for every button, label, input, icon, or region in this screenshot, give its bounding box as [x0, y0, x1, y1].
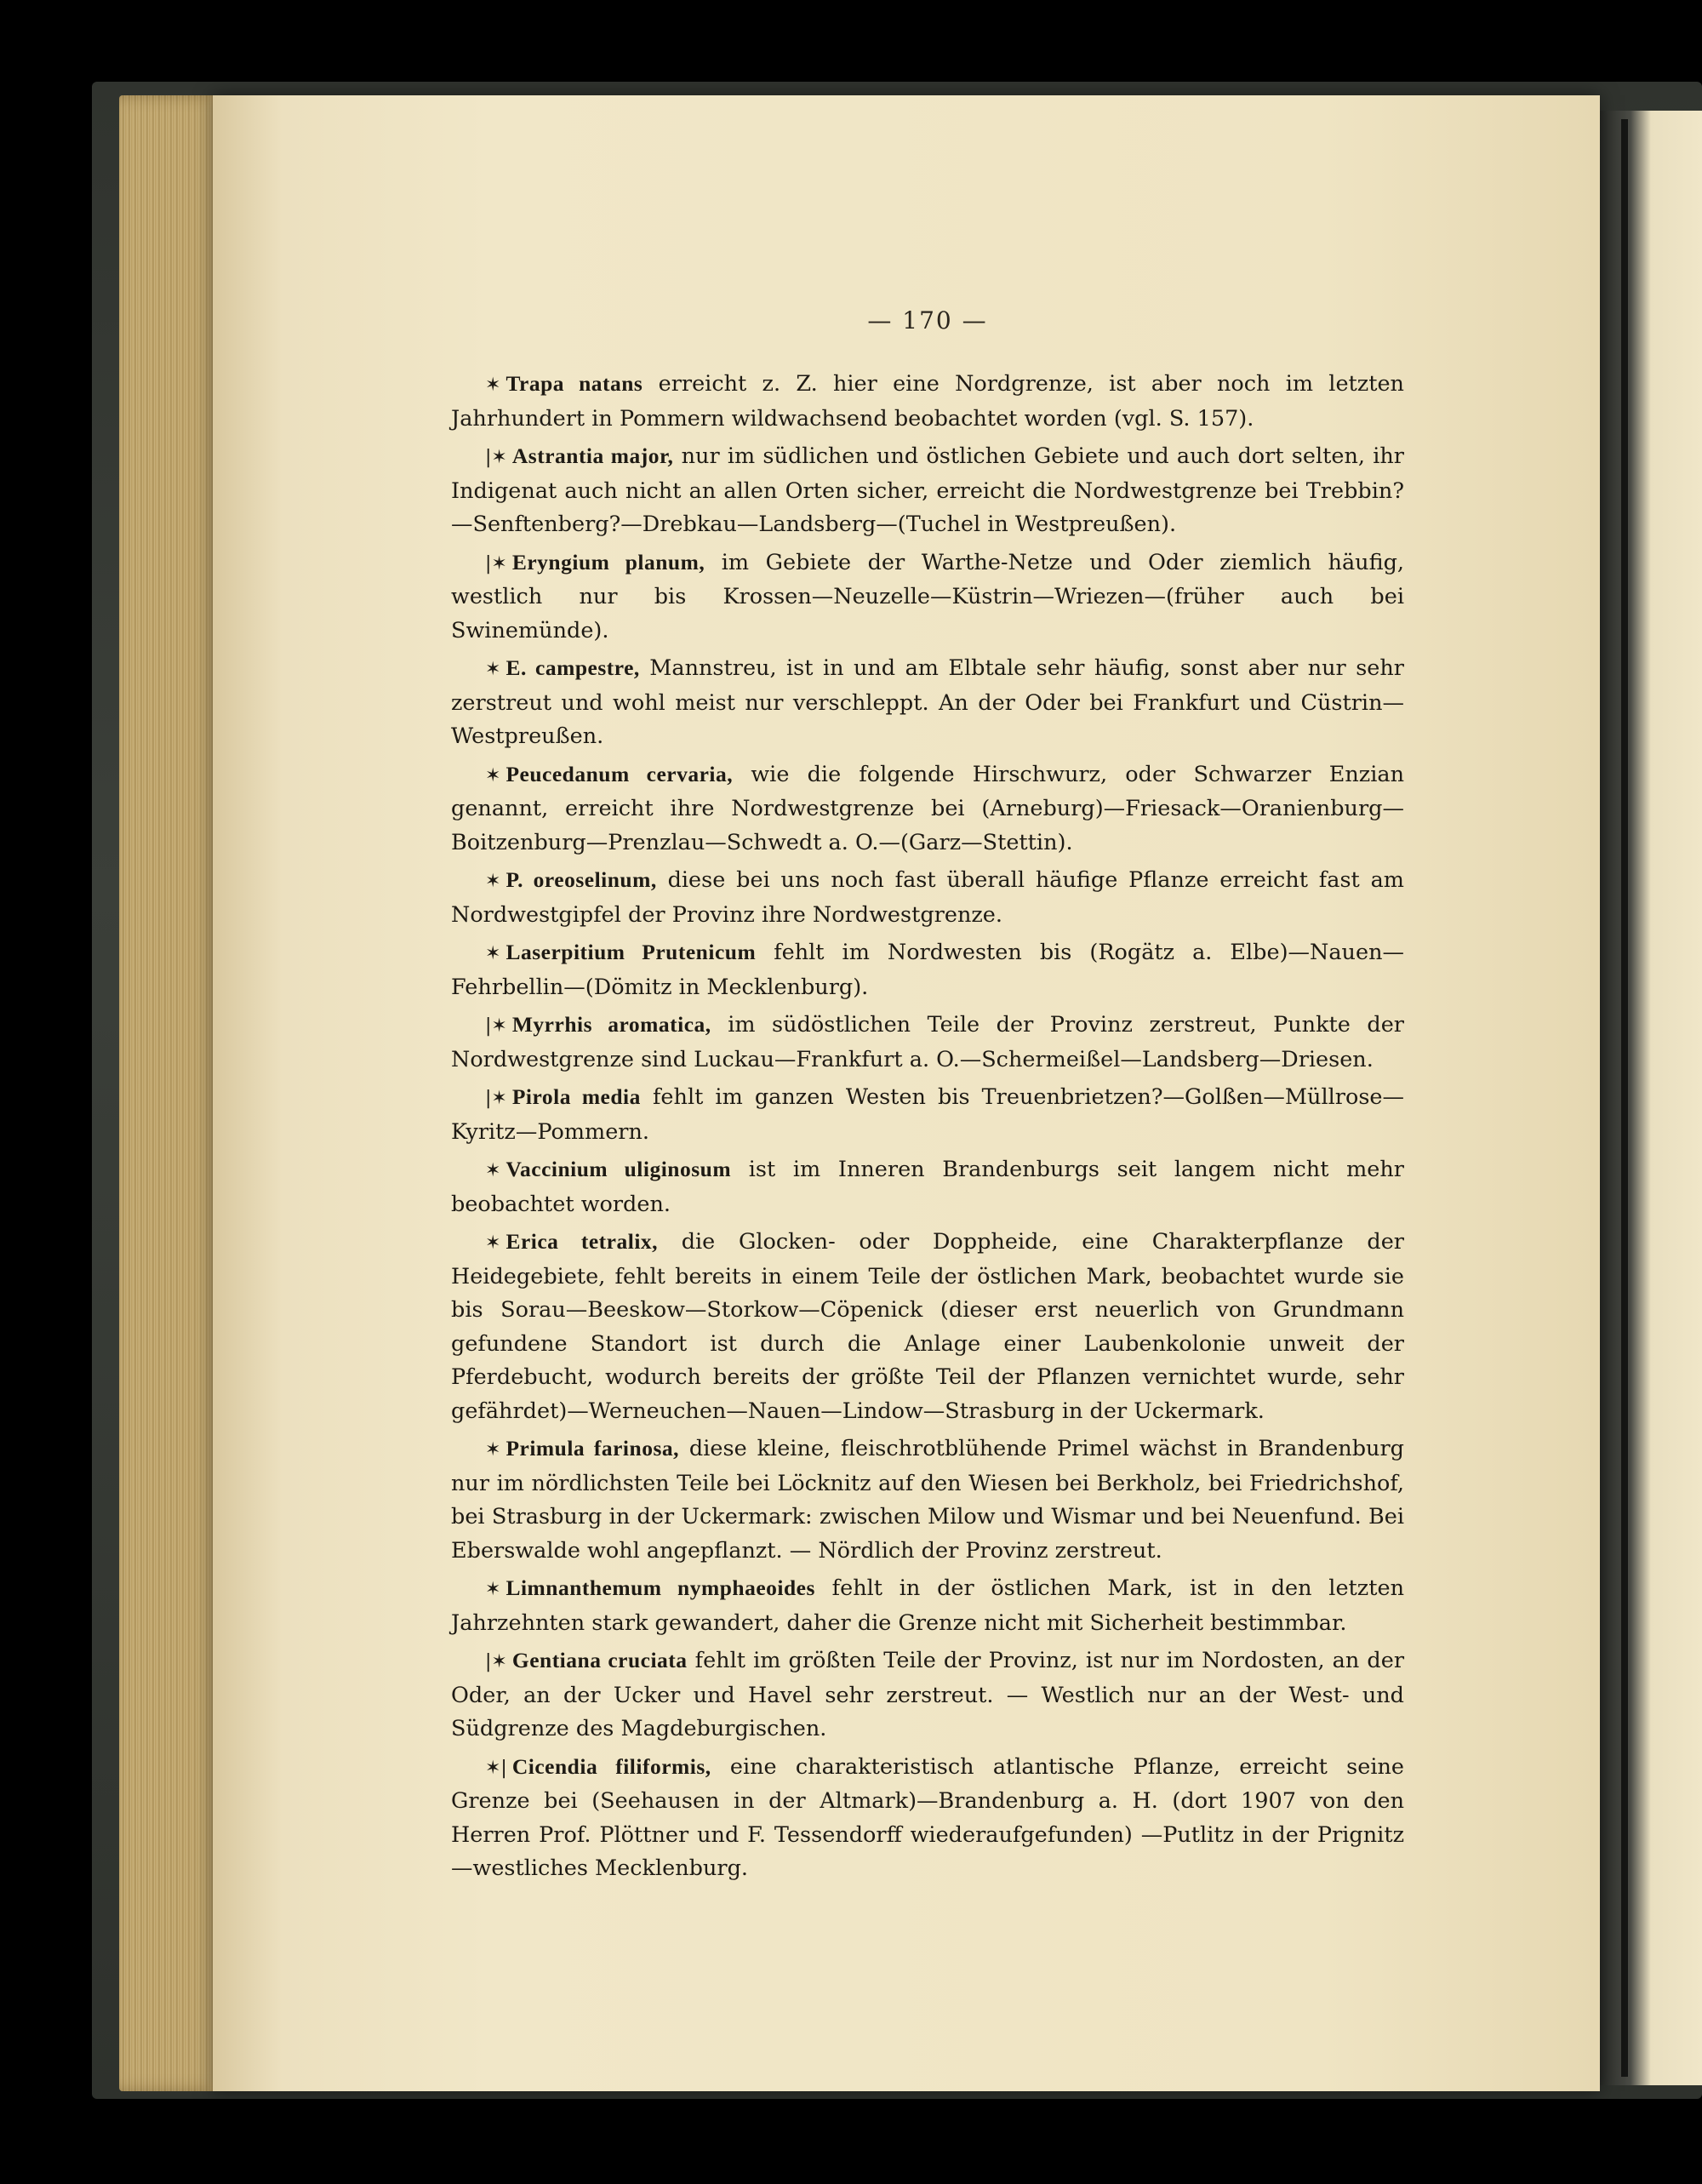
species-name: Myrrhis aromatica, [511, 1012, 711, 1037]
page-number: — 170 — [867, 306, 988, 334]
entry-myrrhis [451, 1008, 1404, 1077]
marker-symbol: ✶ [485, 1579, 501, 1600]
marker-symbol: |✶ [485, 447, 507, 468]
entry-text: im Gebiete der Warthe-Netze und Oder ziemlich häufig, westlich nur bis Krossen—Neuzelle—Küstrin—Wriezen—(früher auch bei Swinemünde). [451, 549, 1405, 643]
species-name: Trapa natans [505, 371, 643, 396]
marker-symbol: ✶ [485, 1160, 501, 1181]
marker-symbol: ✶ [485, 871, 501, 892]
entry-text: wie die folgende Hirschwurz, oder Schwarzer Enzian genannt, erreicht ihre Nordwestgrenze bei (Arneburg)—Friesack—Oranienburg—Boitzenburg—Prenzlau—Schwedt a. O.—(Garz—Stettin). [451, 761, 1404, 855]
species-name: Primula farinosa, [505, 1436, 679, 1461]
entry-pirola [451, 1080, 1404, 1149]
species-name: Laserpitium Prutenicum [505, 940, 757, 964]
species-name: E. campestre, [505, 655, 640, 680]
entry-laserpitium [451, 935, 1404, 1004]
entry-text: fehlt in der östlichen Mark, ist in den letzten Jahrzehnten stark gewandert, daher die Grenze nicht mit Sicherheit bestimmbar. [451, 1575, 1404, 1636]
entry-cicendia [451, 1750, 1404, 1886]
page-text [451, 306, 1404, 1890]
gutter-edge [1621, 119, 1628, 2077]
species-name: Peucedanum cervaria, [505, 761, 734, 786]
marker-symbol: ✶ [485, 1232, 501, 1254]
species-name: Pirola media [511, 1084, 641, 1109]
adjacent-page [1600, 111, 1702, 2085]
entry-text: erreicht z. Z. hier eine Nordgrenze, ist aber noch im letzten Jahrhundert in Pommern wildwachsend beobachtet worden (vgl. S. 157). [451, 371, 1404, 432]
species-name: Eryngium planum, [511, 549, 705, 575]
entry-text: diese kleine, fleischrotblühende Primel wächst in Brandenburg nur im nördlichsten Teile bei Löcknitz auf den Wiesen bei Berkholz, bei Friedrichshof, bei Strasburg in der Uckermark: zwischen Milow und Wismar und bei Neuenfund. Bei Eberswalde wohl angepflanzt. — Nördlich der Provinz zerstreut. [451, 1436, 1404, 1564]
species-name: Gentiana cruciata [511, 1648, 688, 1672]
entry-text: im südöstlichen Teile der Provinz zerstreut, Punkte der Nordwestgrenze sind Luckau—Frankfurt a. O.—Schermeißel—Landsberg—Driesen. [451, 1012, 1404, 1072]
marker-symbol: ✶ [485, 764, 501, 786]
species-name: Limnanthemum nymphaeoides [505, 1575, 815, 1600]
entry-eryngium-planum [451, 546, 1404, 649]
species-name: P. oreoselinum, [505, 867, 657, 892]
entry-peucedanum-cervaria [451, 758, 1404, 860]
entry-gentiana [451, 1644, 1404, 1747]
species-name: Cicendia filiformis, [511, 1753, 711, 1779]
entry-peucedanum-oreoselinum [451, 863, 1404, 932]
entry-text: ist im Inneren Brandenburgs seit langem nicht mehr beobachtet worden. [451, 1157, 1405, 1217]
marker-symbol: ✶ [485, 659, 501, 680]
entry-text: diese bei uns noch fast überall häufige Pflanze erreicht fast am Nordwestgipfel der Provinz ihre Nordwestgrenze. [451, 867, 1404, 928]
entry-text: die Glocken- oder Doppheide, eine Charakterpflanze der Heidegebiete, fehlt bereits in einem Teile der östlichen Mark, beobachtet wurde sie bis Sorau—Beeskow—Storkow—Cöpenick (dieser erst neuerlich von Grundmann gefundene Standort ist durch die Anlage einer Laubenkolonie unweit der Pferdebucht, wodurch bereits der größte Teil der Pflanzen vernichtet wurde, sehr gefährdet)—Werneuchen—Nauen—Lindow—Strasburg in der Uckermark. [451, 1229, 1404, 1424]
entry-text: fehlt im Nordwesten bis (Rogätz a. Elbe)—Nauen—Fehrbellin—(Dömitz in Mecklenburg). [451, 940, 1404, 1000]
marker-symbol: ✶| [485, 1757, 507, 1779]
entry-erica [451, 1225, 1404, 1428]
entry-trapa [451, 367, 1404, 436]
marker-symbol: ✶ [485, 943, 501, 964]
marker-symbol: |✶ [485, 1015, 507, 1037]
entry-astrantia [451, 439, 1404, 542]
marker-symbol: |✶ [485, 552, 507, 575]
marker-symbol: ✶ [485, 1439, 501, 1461]
entry-text: Mannstreu, ist in und am Elbtale sehr häufig, sonst aber nur sehr zerstreut und wohl meist nur verschleppt. An der Oder bei Frankfurt und Cüstrin—Westpreußen. [451, 655, 1404, 749]
marker-symbol: |✶ [485, 1651, 507, 1672]
species-name: Vaccinium uliginosum [505, 1157, 732, 1181]
marker-symbol: |✶ [485, 1088, 507, 1109]
entry-eryngium-campestre [451, 651, 1404, 754]
entry-limnanthemum [451, 1571, 1404, 1640]
entry-text: fehlt im ganzen Westen bis Treuenbrietzen?—Golßen—Müllrose—Kyritz—Pommern. [451, 1084, 1404, 1145]
entry-text: nur im südlichen und östlichen Gebiete und auch dort selten, ihr Indigenat auch nicht an allen Orten sicher, erreicht die Nordwestgrenze bei Trebbin?—Senftenberg?—Drebkau—Landsberg—(Tuchel in Westpreußen). [451, 443, 1404, 537]
entry-vaccinium [451, 1152, 1404, 1221]
species-name: Erica tetralix, [505, 1229, 659, 1254]
entry-text: fehlt im größten Teile der Provinz, ist nur im Nordosten, an der Oder, an der Ucker und Havel sehr zerstreut. — Westlich nur an der West- und Südgrenze des Magdeburgischen. [451, 1648, 1405, 1741]
marker-symbol: ✶ [485, 374, 501, 396]
entry-primula [451, 1432, 1404, 1568]
species-name: Astrantia major, [511, 443, 674, 468]
entry-text: eine charakteristisch atlantische Pflanze, erreicht seine Grenze bei (Seehausen in der Altmark)—Brandenburg a. H. (dort 1907 von den Herren Prof. Plöttner und F. Tessendorff wiederaufgefunden) —Putlitz in der Prignitz—westliches Mecklenburg. [451, 1753, 1404, 1881]
